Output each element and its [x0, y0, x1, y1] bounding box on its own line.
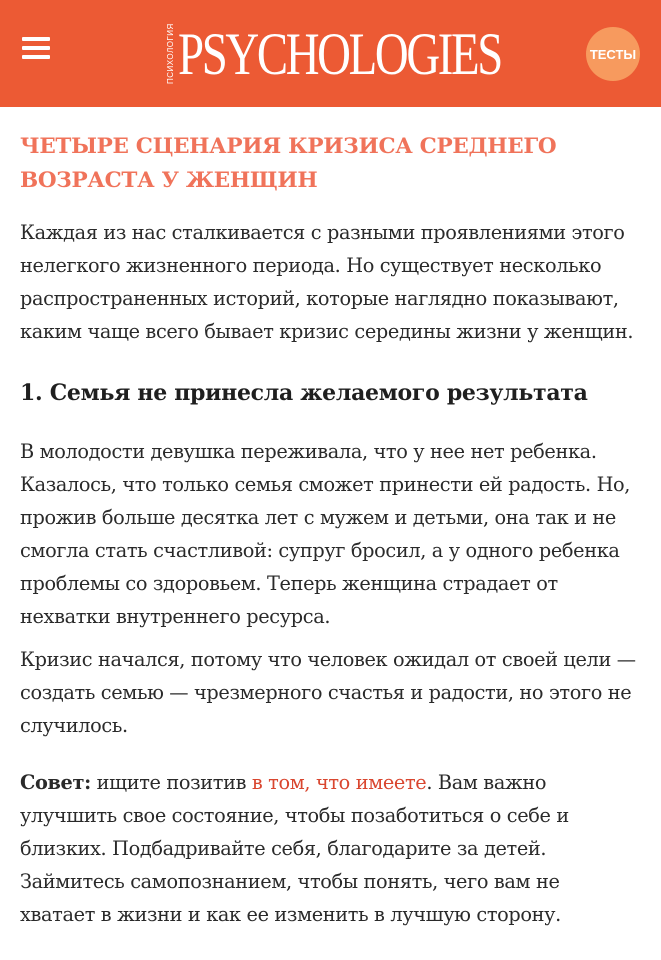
top-bar: [0, 0, 661, 107]
menu-icon[interactable]: [22, 33, 52, 63]
site-logo[interactable]: [166, 20, 592, 87]
menu-icon-line: [22, 55, 50, 59]
menu-icon-line: [22, 46, 50, 50]
advice-label: Совет:: [20, 771, 91, 794]
logo-side-text: ПСИХОЛОГИЯ: [166, 23, 175, 84]
advice-text: . Вам важно улучшить свое состояние, чтобы позаботиться о себе и близких. Подбадривайте себя, благодарите за детей. Займитесь самопознанием, чтобы понять, чего вам не хватает в жизни и как ее изменить в лучшую сторону.: [20, 771, 569, 926]
logo-text: PSYCHOLOGIES: [178, 21, 501, 87]
advice-link[interactable]: в том, что имеете: [251, 771, 427, 794]
menu-icon-line: [22, 37, 50, 41]
body-paragraph: В молодости девушка переживала, что у нее нет ребенка. Казалось, что только семья сможет принести ей радость. Но, прожив больше десятка лет с мужем и детьми, она так и не смогла стать счастливой: супруг бросил, а у одного ребенка проблемы со здоровьем. Теперь женщина страдает от нехватки внутреннего ресурса.: [20, 440, 631, 628]
tests-button[interactable]: ТЕСТЫ: [586, 27, 640, 81]
advice-paragraph: [20, 766, 639, 931]
intro-paragraph: Каждая из нас сталкивается с разными проявлениями этого нелегкого жизненного периода. Но существует несколько распространенных историй, которые наглядно показывают, каким чаще всего бывает кризис середины жизни у женщин.: [20, 221, 634, 343]
advice-text: ищите позитив: [90, 771, 252, 794]
section-heading: 1. Семья не принесла желаемого результата: [20, 380, 588, 406]
article: [0, 130, 661, 931]
body-paragraph: Кризис начался, потому что человек ожидал от своей цели — создать семью — чрезмерного счастья и радости, но этого не случилось.: [20, 648, 636, 737]
article-title: ЧЕТЫРЕ СЦЕНАРИЯ КРИЗИСА СРЕДНЕГО ВОЗРАСТА У ЖЕНЩИН: [20, 134, 557, 193]
